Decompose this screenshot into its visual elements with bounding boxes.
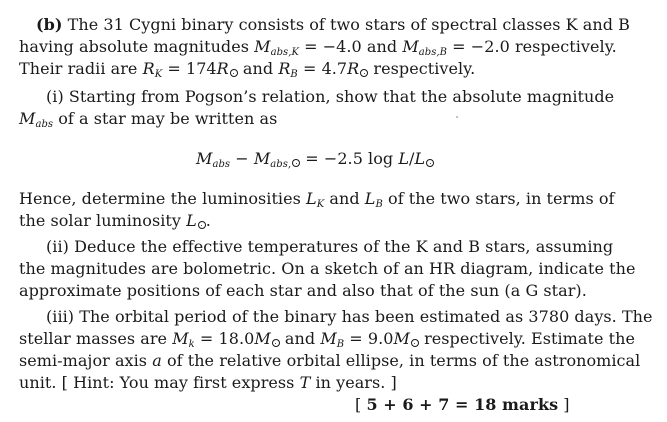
mass-b-value: 9.0 bbox=[367, 329, 394, 348]
part-ii-line-2: the magnitudes are bolometric. On a sketch of an HR diagram, indicate the bbox=[19, 259, 636, 278]
part-iii-line-4: unit. [ Hint: You may first express T in years. ] bbox=[19, 373, 397, 392]
mass-k-value: 18.0 bbox=[218, 329, 255, 348]
part-ii-line-3: approximate positions of each star and also that of the sun (a G star). bbox=[19, 281, 587, 300]
part-i-line-2: $M_{abs}$ of a star may be written as bbox=[19, 109, 278, 130]
sun-symbol-icon bbox=[411, 339, 419, 347]
sun-symbol-icon bbox=[292, 159, 300, 167]
magnitude-equation: $M_{abs} - M_{abs,} = -2.5$ log L/L bbox=[196, 148, 434, 176]
sun-symbol-icon bbox=[198, 221, 206, 229]
part-iii-label: (iii) bbox=[46, 307, 75, 326]
part-iii-line-2: stellar masses are $M_k = 18.0M$ and $M_B = 9.0M$ respectively. Estimate the bbox=[19, 329, 635, 350]
part-label: (b) bbox=[36, 15, 63, 34]
part-i-label: (i) bbox=[46, 87, 64, 106]
part-iii-line-1: (iii) The orbital period of the binary has been estimated as 3780 days. The bbox=[46, 307, 653, 326]
intro-line-3: Their radii are $R_K = 174R$ and $R_B = 4.7R$ respectively. bbox=[19, 59, 476, 80]
part-i-hence-line-1: Hence, determine the luminosities $L_K$ and $L_B$ of the two stars, in terms of bbox=[19, 189, 615, 210]
part-iii-line-3: semi-major axis a of the relative orbital ellipse, in terms of the astronomical bbox=[19, 351, 641, 370]
part-ii-line-1: (ii) Deduce the effective temperatures of the K and B stars, assuming bbox=[46, 237, 614, 256]
sun-symbol-icon bbox=[230, 69, 238, 77]
m-abs-k-value: −4.0 bbox=[322, 37, 362, 56]
sun-symbol-icon bbox=[360, 69, 368, 77]
part-i-line-1: (i) Starting from Pogson’s relation, show that the absolute magnitude bbox=[46, 87, 615, 106]
marks-allocation: [ 5 + 6 + 7 = 18 marks ] bbox=[355, 395, 570, 414]
scan-speck bbox=[456, 116, 458, 118]
radius-b-value: 4.7 bbox=[321, 59, 348, 78]
radius-k-value: 174 bbox=[185, 59, 217, 78]
part-i-hence-line-2: the solar luminosity L . bbox=[19, 211, 211, 230]
sun-symbol-icon bbox=[272, 339, 280, 347]
intro-line-1: (b) The 31 Cygni binary consists of two stars of spectral classes K and B bbox=[36, 15, 630, 34]
m-abs-b-value: −2.0 bbox=[470, 37, 510, 56]
hint-text: Hint: You may first express bbox=[73, 373, 295, 392]
part-ii-label: (ii) bbox=[46, 237, 69, 256]
intro-line-2: having absolute magnitudes $M_{abs,K} = -4.0$ and $M_{abs,B} = -2.0$ respectively. bbox=[19, 37, 617, 58]
sun-symbol-icon bbox=[426, 159, 434, 167]
